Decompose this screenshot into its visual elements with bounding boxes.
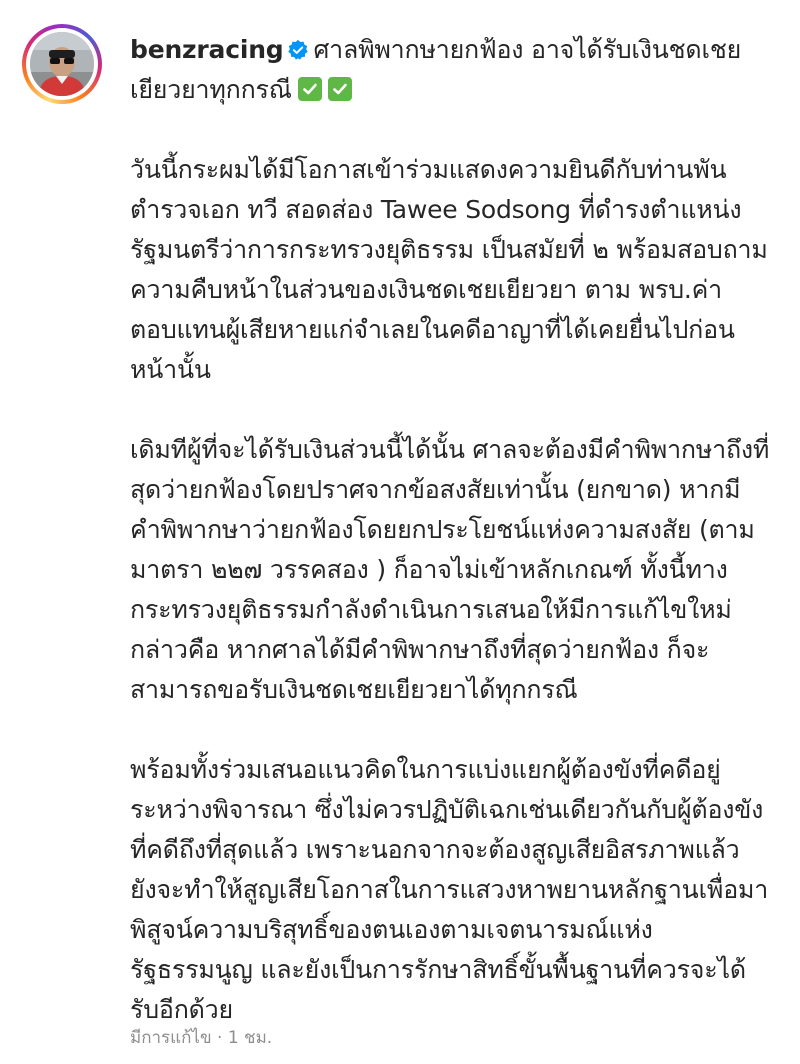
- post-meta: [130, 1024, 272, 1051]
- edited-label: มีการแก้ไข: [130, 1028, 212, 1048]
- post-caption: [130, 30, 770, 1030]
- avatar-border: [26, 28, 98, 100]
- meta-separator: ·: [217, 1028, 223, 1048]
- post-title: ศาลพิพากษายกฟ้อง อาจได้รับเงินชดเชยเยียวยาทุกกรณี: [130, 35, 742, 104]
- caption-paragraph: พร้อมทั้งร่วมเสนอแนวคิดในการแบ่งแยกผู้ต้องขังที่คดีอยู่ระหว่างพิจารณา ซึ่งไม่ควรปฏิบัติเฉกเช่นเดียวกันกับผู้ต้องขังที่คดีถึงที่สุดแล้ว เพราะนอกจากจะต้องสูญเสียอิสรภาพแล้ว ยังจะทำให้สูญเสียโอกาสในการแสวงหาพยานหลักฐานเพื่อมาพิสูจน์ความบริสุทธิ์ของตนเองตามเจตนารมณ์แห่งรัฐธรรมนูญ และยังเป็นการรักษาสิทธิ์ขั้นพื้นฐานที่ควรจะได้รับอีกด้วย: [130, 755, 769, 1024]
- verified-badge-icon: [287, 39, 309, 61]
- caption-paragraph: วันนี้กระผมได้มีโอกาสเข้าร่วมแสดงความยินดีกับท่านพันตำรวจเอก ทวี สอดส่อง Tawee Sodsong ที่ดำรงตำแหน่งรัฐมนตรีว่าการกระทรวงยุติธรรม เป็นสมัยที่ ๒ พร้อมสอบถามความคืบหน้าในส่วนของเงินชดเชยเยียวยา ตาม พรบ.ค่าตอบแทนผู้เสียหายแก่จำเลยในคดีอาญาที่ได้เคยยื่นไปก่อนหน้านั้น: [130, 155, 768, 384]
- white-check-mark-icon: [328, 77, 352, 101]
- avatar-story-ring[interactable]: [22, 24, 102, 104]
- username-link[interactable]: benzracing: [130, 35, 284, 64]
- avatar[interactable]: [30, 32, 94, 96]
- avatar-photo: [30, 32, 94, 96]
- white-check-mark-icon: [298, 77, 322, 101]
- caption-paragraph: เดิมทีผู้ที่จะได้รับเงินส่วนนี้ได้นั้น ศาลจะต้องมีคำพิพากษาถึงที่สุดว่ายกฟ้องโดยปราศจากข้อสงสัยเท่านั้น (ยกขาด) หากมีคำพิพากษาว่ายกฟ้องโดยยกประโยชน์แห่งความสงสัย (ตามมาตรา ๒๒๗ วรรคสอง ) ก็อาจไม่เข้าหลักเกณฑ์ ทั้งนี้ทางกระทรวงยุติธรรมกำลังดำเนินการเสนอให้มีการแก้ไขใหม่ กล่าวคือ หากศาลได้มีคำพิพากษาถึงที่สุดว่ายกฟ้อง ก็จะสามารถขอรับเงินชดเชยเยียวยาได้ทุกกรณี: [130, 435, 770, 704]
- post-timestamp[interactable]: 1 ชม.: [227, 1028, 273, 1048]
